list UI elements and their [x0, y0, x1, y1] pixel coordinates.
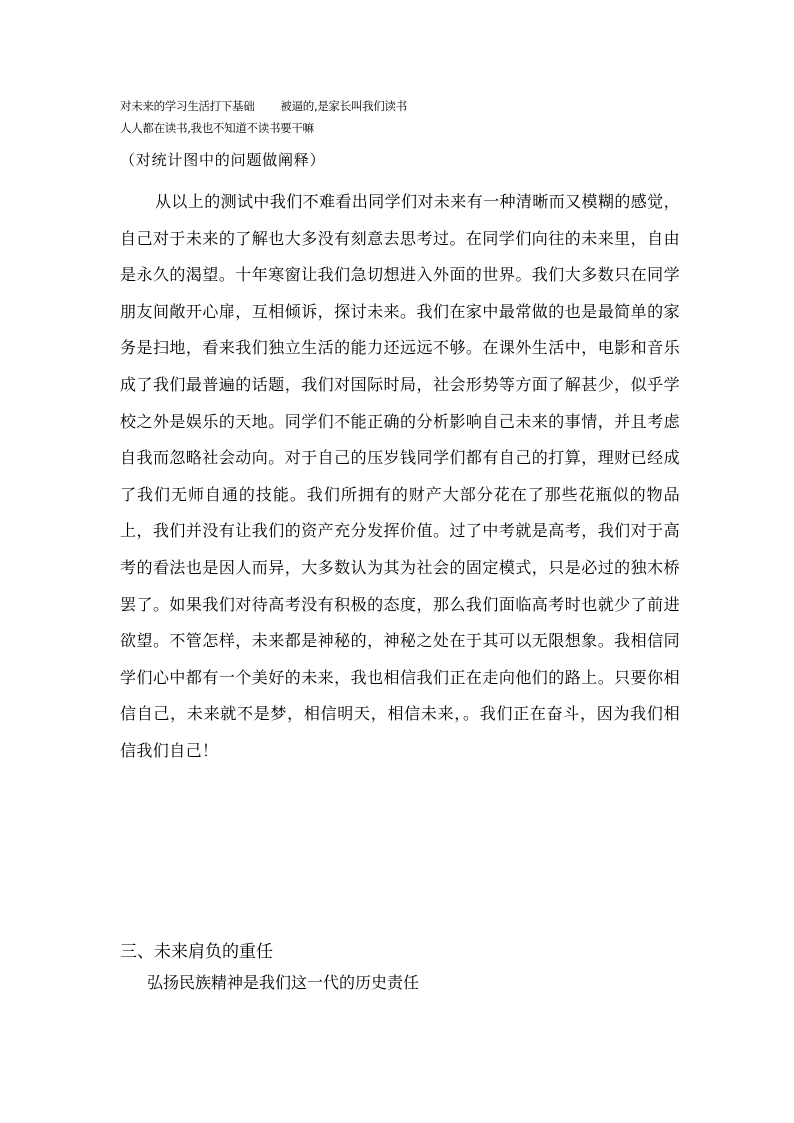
legend-item-foundation: 对未来的学习生活打下基础	[120, 99, 255, 113]
analysis-paragraph: 从以上的测试中我们不难看出同学们对未来有一种清晰而又模糊的感觉，自己对于未来的了解也大多没有刻意去思考过。在同学们向往的未来里，自由是永久的渴望。十年寒窗让我们急切想进入外面的世界。我们大多数只在同学朋友间敞开心扉，互相倾诉，探讨未来。我们在家中最常做的也是最简单的家务是扫地，看来我们独立生活的能力还远远不够。在课外生活中，电影和音乐成了我们最普遍的话题，我们对国际时局，社会形势等方面了解甚少，似乎学校之外是娱乐的天地。同学们不能正确的分析影响自己未来的事情，并且考虑自我而忽略社会动向。对于自己的压岁钱同学们都有自己的打算，理财已经成了我们无师自通的技能。我们所拥有的财产大部分花在了那些花瓶似的物品上，我们并没有让我们的资产充分发挥价值。过了中考就是高考，我们对于高考的看法也是因人而异，大多数认为其为社会的固定模式，只是必过的独木桥罢了。如果我们对待高考没有积极的态度，那么我们面临高考时也就少了前进欲望。不管怎样，未来都是神秘的，神秘之处在于其可以无限想象。我相信同学们心中都有一个美好的未来，我也相信我们正在走向他们的路上。只要你相信自己，未来就不是梦，相信明天，相信未来，。我们正在奋斗，因为我们相信我们自己！	[120, 192, 680, 760]
chart-legend-row-2	[120, 121, 314, 135]
section-subheading: 弘扬民族精神是我们这一代的历史责任	[147, 973, 420, 992]
section-heading: 三、未来肩负的重任	[120, 942, 273, 962]
legend-item-forced: 被逼的,是家长叫我们读书	[280, 99, 407, 113]
legend-item-everyone-reads: 人人都在读书,我也不知道不读书要干嘛	[120, 121, 314, 135]
chart-explanation-note: （对统计图中的问题做阐释）	[120, 151, 326, 169]
chart-legend-row-1	[120, 99, 407, 113]
